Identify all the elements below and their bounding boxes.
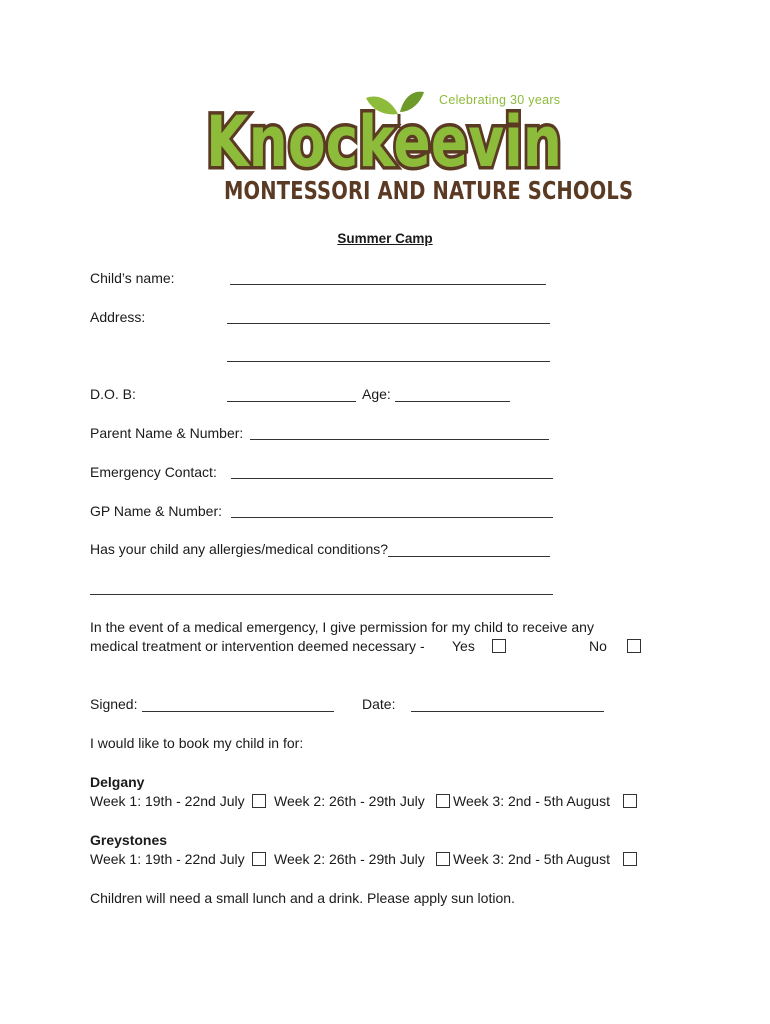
delgany-week-1-checkbox[interactable] xyxy=(252,794,266,808)
consent-yes-checkbox[interactable] xyxy=(492,639,506,653)
location-delgany: Delgany xyxy=(90,774,145,790)
address-field-line-2[interactable] xyxy=(227,361,550,362)
allergies-field[interactable] xyxy=(388,556,550,557)
child-name-label: Child’s name: xyxy=(90,270,175,286)
parent-field[interactable] xyxy=(250,439,549,440)
delgany-week-3-label: Week 3: 2nd - 5th August xyxy=(453,793,610,809)
delgany-week-2-label: Week 2: 26th - 29th July xyxy=(274,793,425,809)
consent-text-line-1: In the event of a medical emergency, I give permission for my child to receive any xyxy=(90,619,594,635)
consent-yes-label: Yes xyxy=(452,638,475,654)
allergies-label: Has your child any allergies/medical conditions? xyxy=(90,541,389,557)
greystones-week-2-label: Week 2: 26th - 29th July xyxy=(274,851,425,867)
greystones-week-1-label: Week 1: 19th - 22nd July xyxy=(90,851,245,867)
age-field[interactable] xyxy=(395,401,510,402)
signature-field[interactable] xyxy=(142,711,334,712)
location-greystones: Greystones xyxy=(90,832,168,848)
date-field[interactable] xyxy=(411,711,604,712)
logo-tagline: Celebrating 30 years xyxy=(439,93,561,107)
emergency-contact-field[interactable] xyxy=(231,478,553,479)
consent-no-checkbox[interactable] xyxy=(627,639,641,653)
delgany-week-3-checkbox[interactable] xyxy=(623,794,637,808)
logo-subtitle: MONTESSORI AND NATURE SCHOOLS xyxy=(224,176,634,205)
booking-intro: I would like to book my child in for: xyxy=(90,735,304,751)
age-label: Age: xyxy=(362,386,391,402)
logo-wordmark: Knockeevin xyxy=(206,101,562,183)
child-name-field[interactable] xyxy=(230,284,546,285)
parent-label: Parent Name & Number: xyxy=(90,425,244,441)
date-label: Date: xyxy=(362,696,396,712)
gp-label: GP Name & Number: xyxy=(90,503,223,519)
gp-field[interactable] xyxy=(231,517,553,518)
greystones-week-1-checkbox[interactable] xyxy=(252,852,266,866)
form-title: Summer Camp xyxy=(337,231,433,246)
greystones-week-3-label: Week 3: 2nd - 5th August xyxy=(453,851,610,867)
address-label: Address: xyxy=(90,309,146,325)
allergies-field-line-2[interactable] xyxy=(90,594,553,595)
delgany-week-2-checkbox[interactable] xyxy=(436,794,450,808)
footer-note: Children will need a small lunch and a drink. Please apply sun lotion. xyxy=(90,890,515,906)
consent-text-line-2: medical treatment or intervention deemed necessary - xyxy=(90,638,425,654)
consent-no-label: No xyxy=(589,638,607,654)
signed-label: Signed: xyxy=(90,696,138,712)
delgany-week-1-label: Week 1: 19th - 22nd July xyxy=(90,793,245,809)
greystones-week-2-checkbox[interactable] xyxy=(436,852,450,866)
emergency-contact-label: Emergency Contact: xyxy=(90,464,217,480)
address-field-line-1[interactable] xyxy=(227,323,550,324)
greystones-week-3-checkbox[interactable] xyxy=(623,852,637,866)
dob-label: D.O. B: xyxy=(90,386,136,402)
dob-field[interactable] xyxy=(227,401,356,402)
